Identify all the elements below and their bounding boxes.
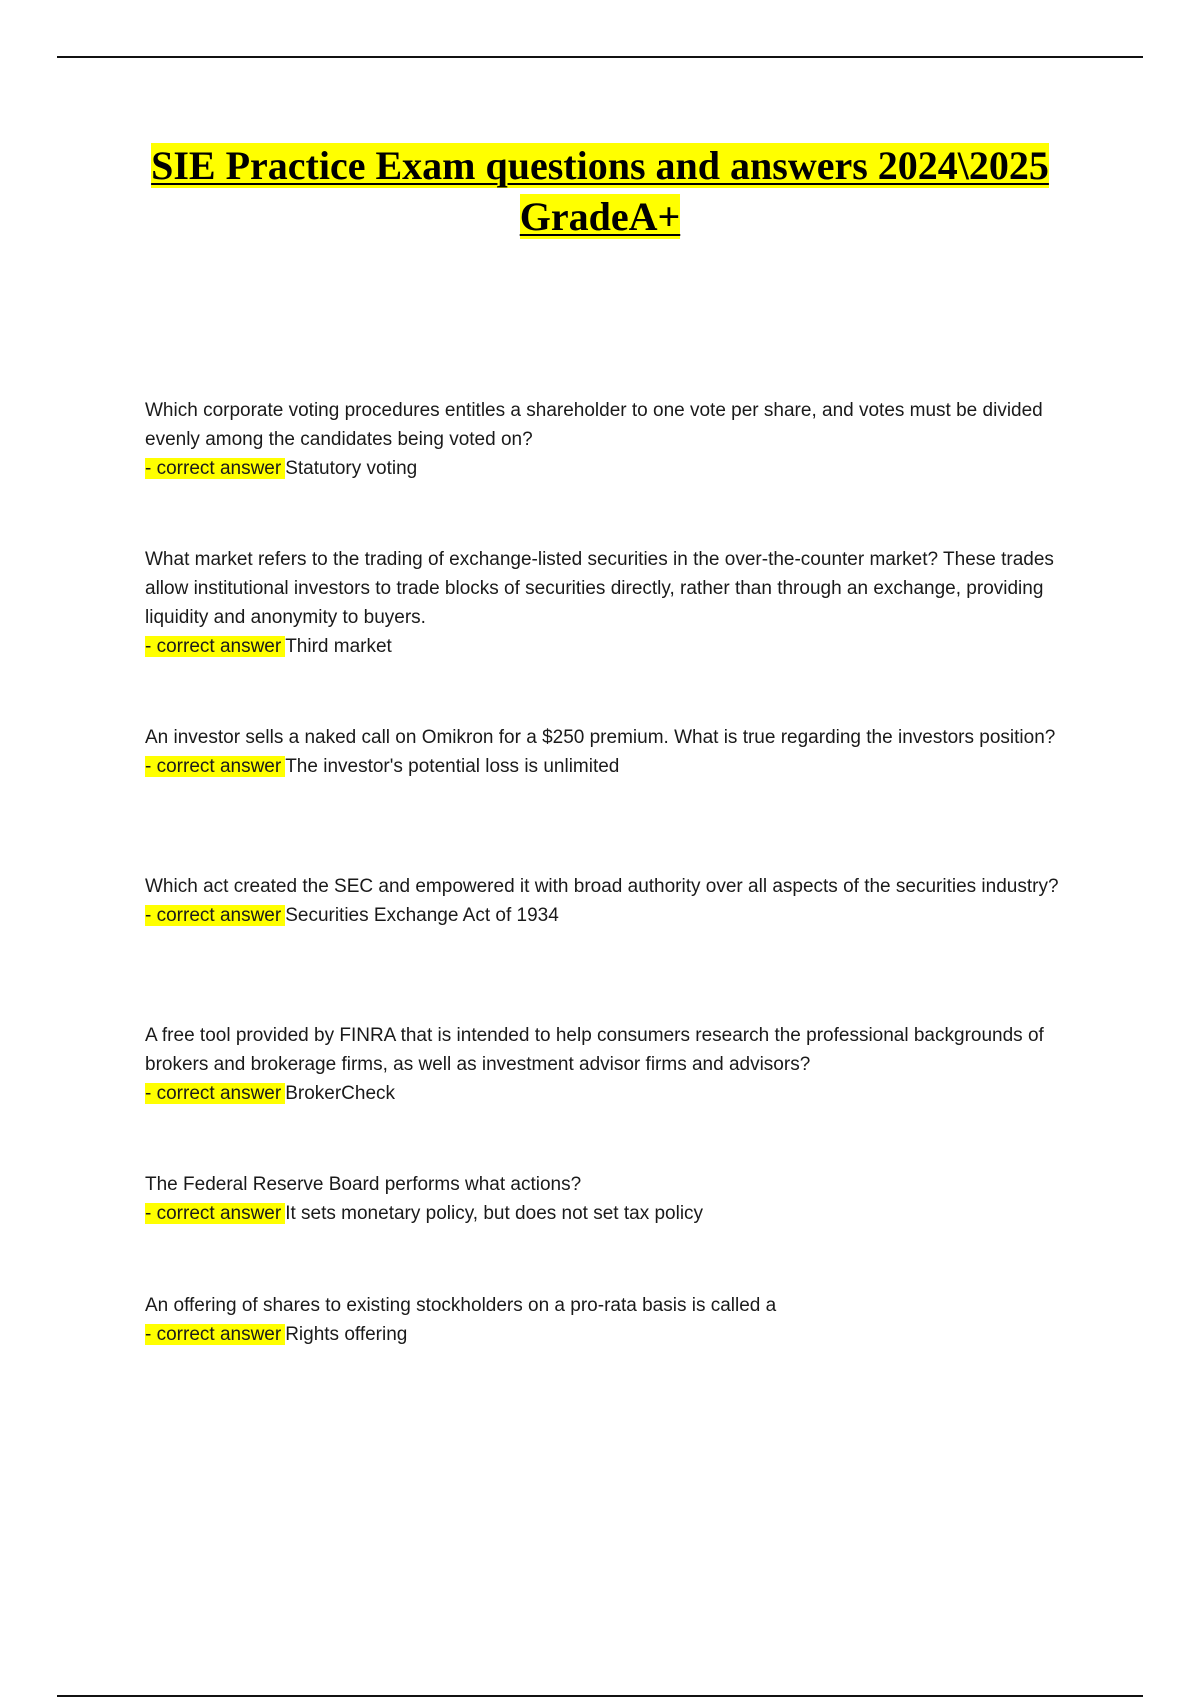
answer-line bbox=[145, 632, 1095, 661]
correct-answer-marker: - correct answer bbox=[145, 1324, 285, 1345]
title-line-2: GradeA+ bbox=[519, 194, 681, 239]
footer-rule bbox=[57, 1695, 1143, 1697]
answer-line bbox=[145, 454, 1095, 483]
qa-item bbox=[145, 545, 1095, 723]
answer-text: Statutory voting bbox=[285, 458, 418, 479]
question-text: The Federal Reserve Board performs what actions? bbox=[145, 1174, 582, 1195]
answer-text: Third market bbox=[285, 636, 392, 657]
answer-line bbox=[145, 1320, 1095, 1349]
qa-item bbox=[145, 1021, 1095, 1170]
answer-text: BrokerCheck bbox=[285, 1083, 396, 1104]
qa-item bbox=[145, 872, 1095, 1021]
answer-line bbox=[145, 901, 1095, 930]
qa-list bbox=[145, 396, 1095, 1361]
answer-text: The investor's potential loss is unlimited bbox=[285, 756, 620, 777]
qa-item bbox=[145, 396, 1095, 545]
title-line-1: SIE Practice Exam questions and answers 2024\2025 bbox=[151, 143, 1049, 188]
correct-answer-marker: - correct answer bbox=[145, 1083, 285, 1104]
document-title bbox=[60, 140, 1140, 242]
question-text: An offering of shares to existing stockholders on a pro-rata basis is called a bbox=[145, 1295, 777, 1316]
answer-text: Rights offering bbox=[285, 1324, 408, 1345]
correct-answer-marker: - correct answer bbox=[145, 756, 285, 777]
answer-line bbox=[145, 752, 1095, 781]
answer-text: Securities Exchange Act of 1934 bbox=[285, 905, 559, 926]
header-rule bbox=[57, 56, 1143, 58]
qa-item bbox=[145, 1291, 1095, 1361]
question-text: An investor sells a naked call on Omikron for a $250 premium. What is true regarding the investors position? bbox=[145, 727, 1056, 748]
qa-item bbox=[145, 1170, 1095, 1291]
answer-line bbox=[145, 1199, 1095, 1228]
qa-item bbox=[145, 723, 1095, 872]
answer-text: It sets monetary policy, but does not set tax policy bbox=[285, 1203, 704, 1224]
correct-answer-marker: - correct answer bbox=[145, 905, 285, 926]
question-text: A free tool provided by FINRA that is intended to help consumers research the professional backgrounds of brokers and brokerage firms, as well as investment advisor firms and advisors? bbox=[145, 1025, 1044, 1075]
correct-answer-marker: - correct answer bbox=[145, 1203, 285, 1224]
answer-line bbox=[145, 1079, 1095, 1108]
correct-answer-marker: - correct answer bbox=[145, 458, 285, 479]
question-text: Which corporate voting procedures entitles a shareholder to one vote per share, and votes must be divided evenly among the candidates being voted on? bbox=[145, 400, 1043, 450]
correct-answer-marker: - correct answer bbox=[145, 636, 285, 657]
question-text: What market refers to the trading of exchange-listed securities in the over-the-counter market? These trades allow institutional investors to trade blocks of securities directly, rather than through an exchange, providing liquidity and anonymity to buyers. bbox=[145, 549, 1054, 628]
question-text: Which act created the SEC and empowered it with broad authority over all aspects of the securities industry? bbox=[145, 876, 1059, 897]
